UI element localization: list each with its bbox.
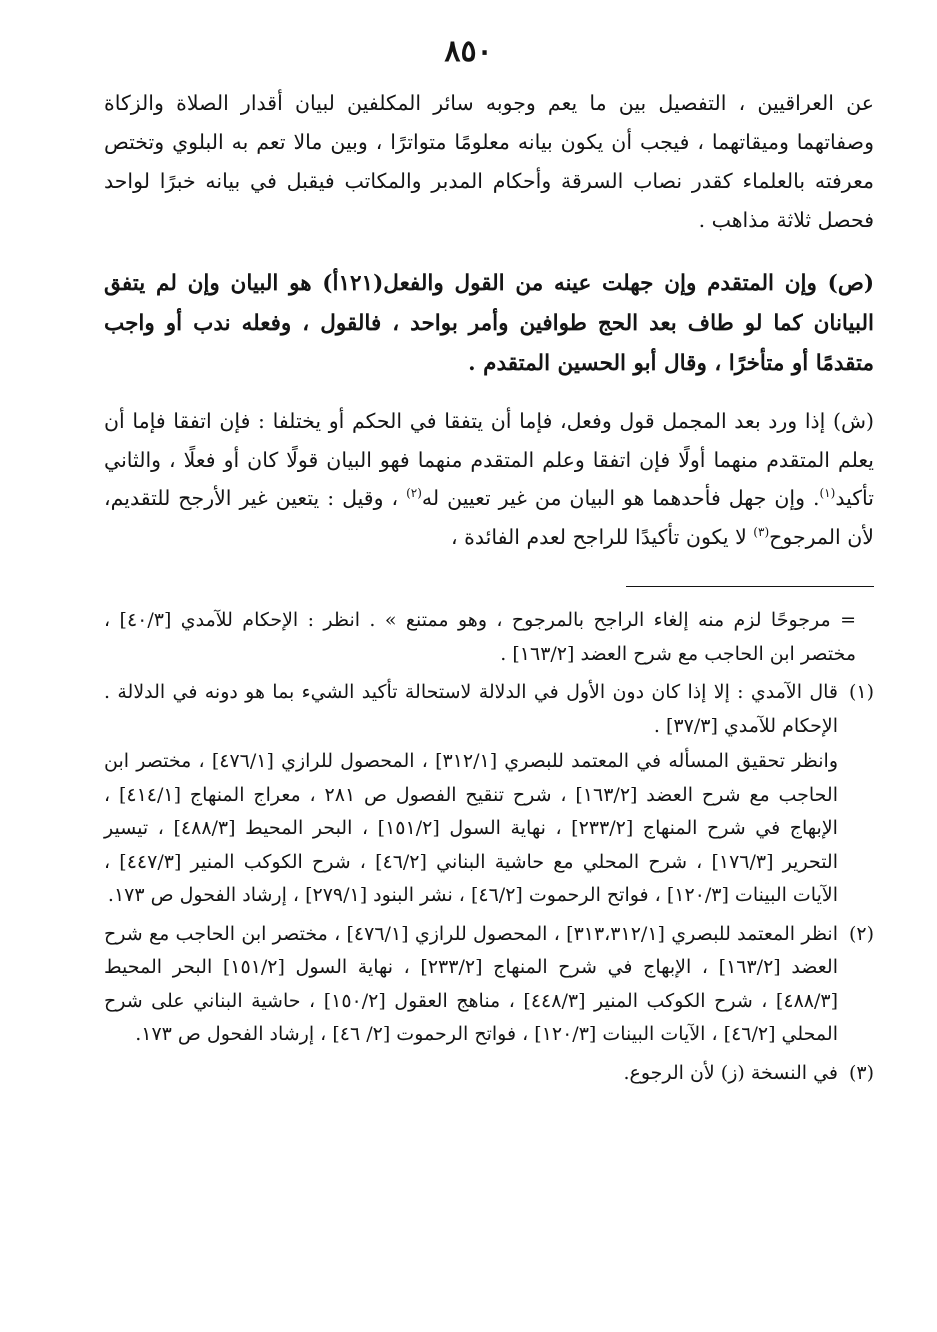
- footnote-line: الكوكب المنير [٤٤٧/٣] ، الآيات البينات [١٢٠/٣] ، فواتح الرحموت [٤٦/٢] ، نشر: [104, 850, 838, 906]
- footnote-line: البحر المحيط [٤٨٨/٣] ، شرح الكوكب المنير [٤٤٨/٣] ، مناهج العقول [١٥٠/٢] ،: [104, 956, 839, 1012]
- footnote-line: مختصر ابن الحاجب مع شرح العضد [١٦٣/٢] .: [500, 642, 856, 665]
- text-line: عن العراقيين ، التفصيل بين ما يعم وجوبه سائر المكلفين لبيان أقدار الصلاة والزكاة: [104, 91, 874, 115]
- matn-paragraph: [104, 264, 874, 384]
- footnote-continuation: [104, 604, 874, 671]
- footnote-separator: [626, 586, 874, 587]
- footnote-line: = مرجوحًا لزم منه إلغاء الراجح بالمرجوح ، وهو ممتنع » . انظر : الإحكام للآمدي [٤٠/٣] ،: [104, 609, 856, 631]
- text-line: (ص) وإن المتقدم وإن جهلت عينه من القول والفعل(١٢١أ) هو البيان وإن: [187, 271, 874, 296]
- footnote-number: (٢): [848, 922, 874, 945]
- footnote-line: انظر المعتمد للبصري [٣١٣،٣١٢/١] ، المحصول للرازي [٤٧٦/١] ، مختصر ابن الحاجب: [175, 922, 838, 945]
- text-line: لم يتفق البيانان كما لو طاف بعد الحج طوافين وأمر بواحد ، فالقول ، وفعله ندب: [104, 271, 874, 336]
- text-line: (ش) إذا ورد بعد المجمل قول وفعل، فإما أن يتفقا في الحكم أو يختلفا : فإن: [219, 409, 874, 433]
- footnote-line: وانظر تحقيق المسأله في المعتمد للبصري [٣١٢/١] ، المحصول للرازي [٤٧٦/١] ، مختصر: [136, 750, 838, 772]
- footnote-line: البنود [٢٧٩/١] ، إرشاد الفحول ص ١٧٣.: [107, 884, 414, 906]
- text-line: يتعين غير الأرجح للتقديم، لأن المرجوح: [104, 486, 874, 549]
- footnote-line: [٤١٤/١] ، الإبهاج في شرح المنهاج [٢٣٣/٢] ، نهاية السول [١٥١/٢] ، البحر المحيط: [104, 783, 838, 839]
- footnote-1-references: [104, 745, 874, 913]
- footnote-line: [٤٨٨/٣] ، تيسير التحرير [١٧٦/٣] ، شرح المحلي مع حاشية البناني [٤٦/٢] ، شرح: [104, 817, 838, 873]
- text-line: وصفاتهما وميقاتهما ، فيجب أن يكون بيانه معلومًا متواترًا ، وبين مالا تعم به البلوي: [172, 130, 874, 154]
- footnote-line: مع شرح العضد [١٦٣/٢] ، الإبهاج في شرح المنهاج [٢٣٣/٢] ، نهاية السول [١٥١/٢]: [104, 922, 838, 978]
- text-line: أو واجب متقدمًا أو متأخرًا ، وقال أبو الحسين المتقدم .: [104, 311, 874, 376]
- footnote-line: الدلالة . الإحكام للآمدي [٣٧/٣] .: [104, 681, 838, 737]
- page-number: ٨٥٠: [444, 34, 493, 69]
- sharh-paragraph: [104, 402, 874, 556]
- footnote-number: (٣): [848, 1061, 874, 1084]
- footnote-number: (١): [848, 681, 874, 703]
- footnote-ref: (٣): [753, 524, 770, 539]
- text-line: لواحد فحصل ثلاثة مذاهب .: [104, 169, 874, 232]
- footnote-ref: (١): [819, 486, 836, 501]
- text-line: اتفقا فإما أن يعلم المتقدم منهما أولًا فإن اتفقا وعلم المتقدم منهما فهو البيان قولًا كان: [104, 409, 875, 472]
- footnote-2: [104, 918, 874, 1052]
- footnote-line: حاشية البناني على شرح المحلي [٤٦/٢] ، الآيات البينات [١٢٠/٣] ، فواتح الرحموت [٢/: [104, 989, 838, 1045]
- text-line: لا يكون تأكيدًا للراجح لعدم الفائدة ،: [451, 524, 754, 549]
- footnote-ref: (٢): [406, 486, 422, 501]
- text-line: ، وقيل :: [327, 486, 407, 510]
- footnote-line: ٤٦] ، إرشاد الفحول ص ١٧٣.: [135, 1023, 361, 1045]
- text-line: وتختص معرفته بالعلماء كقدر نصاب السرقة وأحكام المدبر والمكاتب فيقبل في بيانه خبرًا: [104, 130, 874, 193]
- footnote-1: [104, 676, 874, 743]
- footnote-line: قال الآمدي : إلا إذا كان دون الأول في الدلالة لاستحالة تأكيد الشيء بما هو دونه في: [172, 681, 838, 703]
- footnote-line: في النسخة (ز) لأن الرجوع.: [623, 1061, 838, 1084]
- intro-paragraph: [104, 84, 874, 240]
- footnote-3: [104, 1057, 874, 1091]
- footnote-line: ابن الحاجب مع شرح العضد [١٦٣/٢] ، شرح تنقيح الفصول ص ٢٨١ ، معراج المنهاج: [104, 750, 838, 806]
- footnotes: [104, 604, 874, 1095]
- text-line: . وإن جهل فأحدهما هو البيان من غير تعيين له: [421, 486, 820, 510]
- text-line: أو فعلًا ، والثاني تأكيد: [104, 447, 874, 510]
